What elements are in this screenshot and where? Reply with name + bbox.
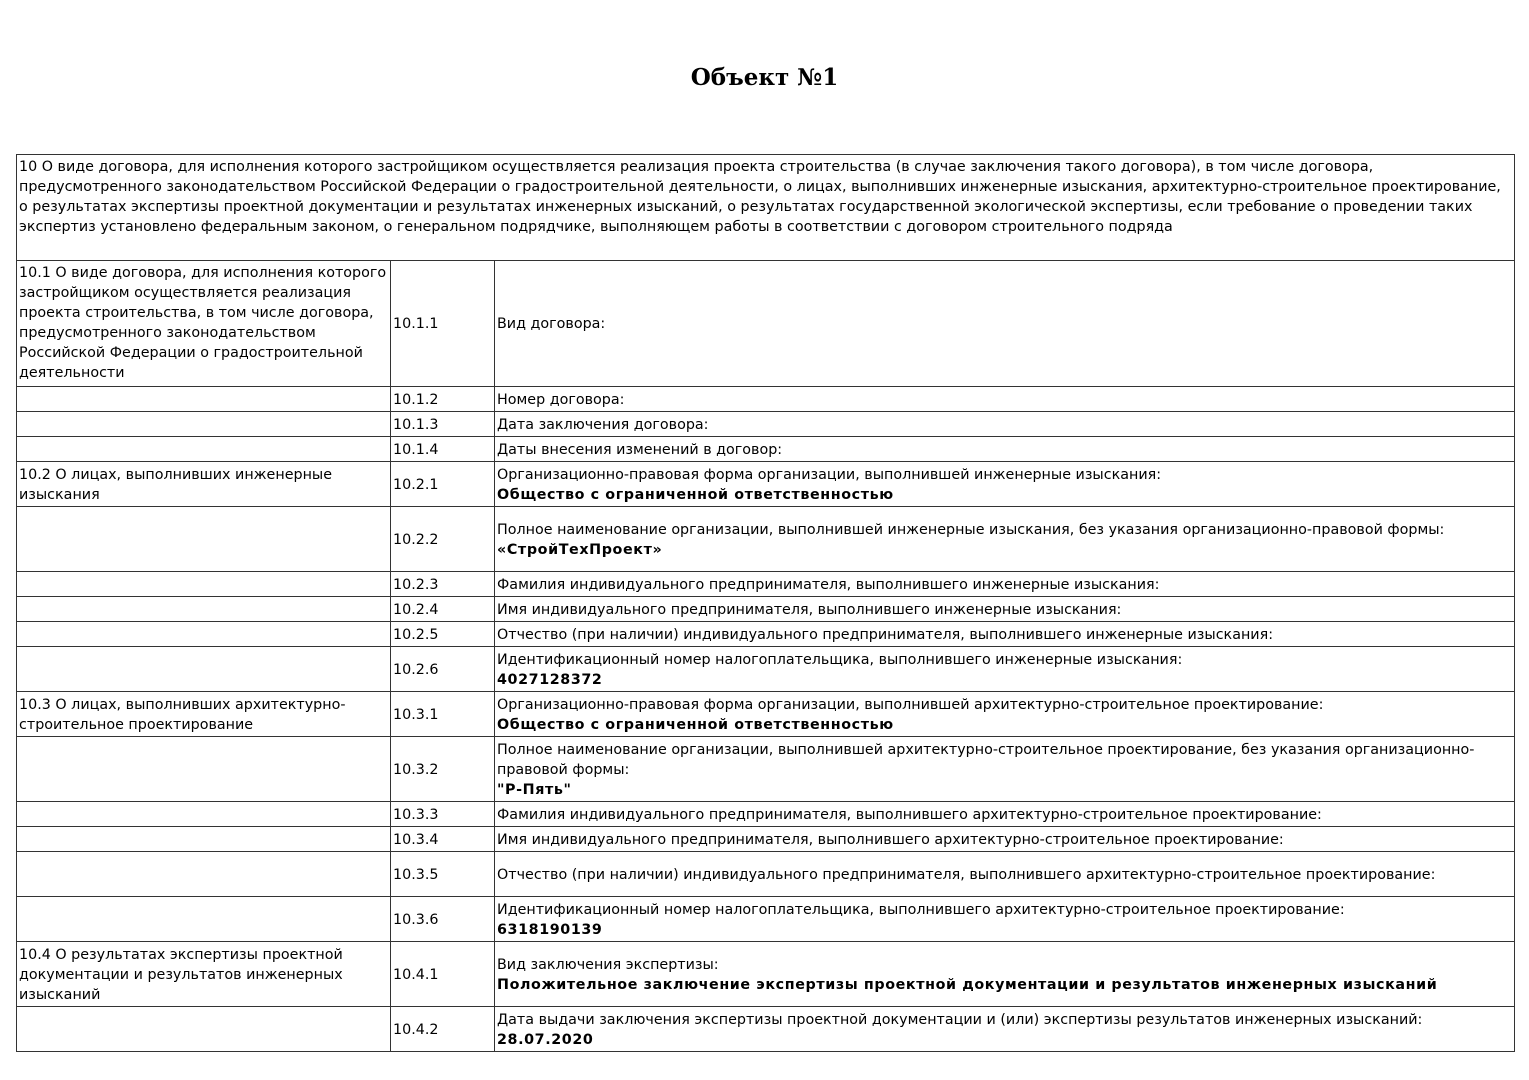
table-row xyxy=(17,827,1515,852)
table-row xyxy=(17,597,1515,622)
field-label: Организационно-правовая форма организации, выполнившей архитектурно-строительное проектирование: xyxy=(497,696,1324,713)
field-cell xyxy=(495,261,1515,387)
section-header-row xyxy=(17,155,1515,261)
field-cell xyxy=(495,437,1515,462)
table-row xyxy=(17,942,1515,1007)
group-cell xyxy=(17,852,391,897)
field-cell xyxy=(495,387,1515,412)
field-label: Вид договора: xyxy=(497,316,606,332)
field-cell xyxy=(495,462,1515,507)
field-cell xyxy=(495,852,1515,897)
group-cell xyxy=(17,572,391,597)
page-title: Объект №1 xyxy=(690,64,839,91)
group-cell xyxy=(17,897,391,942)
group-cell: 10.3 О лицах, выполнивших архитектурно-строительное проектирование xyxy=(17,692,391,737)
group-cell xyxy=(17,827,391,852)
field-cell xyxy=(495,622,1515,647)
table-row xyxy=(17,412,1515,437)
group-cell xyxy=(17,1007,391,1052)
group-cell: 10.2 О лицах, выполнивших инженерные изыскания xyxy=(17,462,391,507)
field-cell xyxy=(495,507,1515,572)
field-label: Фамилия индивидуального предпринимателя, выполнившего архитектурно-строительное проектирование: xyxy=(497,806,1322,823)
code-cell: 10.1.1 xyxy=(391,261,495,387)
code-cell: 10.4.1 xyxy=(391,942,495,1007)
disclosure-table xyxy=(16,154,1515,1052)
field-value: «СтройТехПроект» xyxy=(497,541,663,558)
code-cell: 10.3.5 xyxy=(391,852,495,897)
field-cell xyxy=(495,692,1515,737)
group-cell: 10.1 О виде договора, для исполнения которого застройщиком осуществляется реализация проекта строительства, в том числе договора, предусмотренного законодательством Российской Федерации о градостроительной деятельности xyxy=(17,261,391,387)
code-cell: 10.3.3 xyxy=(391,802,495,827)
field-cell xyxy=(495,737,1515,802)
table-row xyxy=(17,507,1515,572)
field-label: Номер договора: xyxy=(497,391,625,408)
group-cell xyxy=(17,647,391,692)
field-label: Имя индивидуального предпринимателя, выполнившего архитектурно-строительное проектирование: xyxy=(497,831,1284,848)
code-cell: 10.3.1 xyxy=(391,692,495,737)
table-row xyxy=(17,437,1515,462)
field-label: Дата выдачи заключения экспертизы проектной документации и (или) экспертизы результатов инженерных изысканий: xyxy=(497,1011,1423,1028)
field-cell xyxy=(495,412,1515,437)
field-value: 28.07.2020 xyxy=(497,1031,594,1048)
field-label: Отчество (при наличии) индивидуального предпринимателя, выполнившего инженерные изыскания: xyxy=(497,626,1274,643)
field-label: Идентификационный номер налогоплательщика, выполнившего архитектурно-строительное проектирование: xyxy=(497,901,1345,918)
field-label: Вид заключения экспертизы: xyxy=(497,956,719,973)
field-value: Общество с ограниченной ответственностью xyxy=(497,486,894,503)
code-cell: 10.2.3 xyxy=(391,572,495,597)
group-cell xyxy=(17,412,391,437)
field-cell xyxy=(495,1007,1515,1052)
field-value: Общество с ограниченной ответственностью xyxy=(497,716,894,733)
field-value: Положительное заключение экспертизы проектной документации и результатов инженерных изысканий xyxy=(497,976,1438,993)
table-row xyxy=(17,1007,1515,1052)
code-cell: 10.2.5 xyxy=(391,622,495,647)
field-cell xyxy=(495,647,1515,692)
table-row xyxy=(17,462,1515,507)
group-cell xyxy=(17,622,391,647)
field-value: 6318190139 xyxy=(497,921,603,938)
table-row xyxy=(17,852,1515,897)
field-value: "Р-Пять" xyxy=(497,781,572,798)
table-row xyxy=(17,622,1515,647)
group-cell xyxy=(17,597,391,622)
group-cell xyxy=(17,802,391,827)
field-label: Полное наименование организации, выполнившей инженерные изыскания, без указания организационно-правовой формы: xyxy=(497,521,1445,538)
code-cell: 10.1.3 xyxy=(391,412,495,437)
table-row xyxy=(17,261,1515,387)
code-cell: 10.2.1 xyxy=(391,462,495,507)
table-row xyxy=(17,692,1515,737)
table-row xyxy=(17,897,1515,942)
field-label: Дата заключения договора: xyxy=(497,416,709,433)
field-cell xyxy=(495,942,1515,1007)
group-cell xyxy=(17,437,391,462)
field-cell xyxy=(495,572,1515,597)
code-cell: 10.1.2 xyxy=(391,387,495,412)
field-cell xyxy=(495,802,1515,827)
field-cell xyxy=(495,897,1515,942)
code-cell: 10.3.2 xyxy=(391,737,495,802)
group-cell xyxy=(17,387,391,412)
code-cell: 10.4.2 xyxy=(391,1007,495,1052)
code-cell: 10.3.6 xyxy=(391,897,495,942)
field-cell xyxy=(495,827,1515,852)
code-cell: 10.2.2 xyxy=(391,507,495,572)
field-value: 4027128372 xyxy=(497,671,603,688)
field-label: Даты внесения изменений в договор: xyxy=(497,441,783,458)
table-row xyxy=(17,802,1515,827)
section-title: 10 О виде договора, для исполнения которого застройщиком осуществляется реализация проекта строительства (в случае заключения такого договора), в том числе договора, предусмотренного законодательством Российской Федерации о градостроительной деятельности, о лицах, выполнивших инженерные изыскания, архитектурно-строительное проектирование, о результатах экспертизы проектной документации и результатах инженерных изысканий, о результатах государственной экологической экспертизы, если требование о проведении таких экспертиз установлено федеральным законом, о генеральном подрядчике, выполняющем работы в соответствии с договором строительного подряда xyxy=(17,155,1515,261)
group-cell xyxy=(17,507,391,572)
group-cell: 10.4 О результатах экспертизы проектной документации и результатов инженерных изысканий xyxy=(17,942,391,1007)
field-label: Полное наименование организации, выполнившей архитектурно-строительное проектирование, без указания организационно-правовой формы: xyxy=(497,741,1475,778)
code-cell: 10.2.6 xyxy=(391,647,495,692)
table-row xyxy=(17,387,1515,412)
field-label: Отчество (при наличии) индивидуального предпринимателя, выполнившего архитектурно-строительное проектирование: xyxy=(497,866,1436,883)
table-row xyxy=(17,572,1515,597)
field-label: Организационно-правовая форма организации, выполнившей инженерные изыскания: xyxy=(497,466,1162,483)
field-label: Фамилия индивидуального предпринимателя, выполнившего инженерные изыскания: xyxy=(497,576,1160,593)
field-cell xyxy=(495,597,1515,622)
field-label: Идентификационный номер налогоплательщика, выполнившего инженерные изыскания: xyxy=(497,651,1183,668)
field-label: Имя индивидуального предпринимателя, выполнившего инженерные изыскания: xyxy=(497,601,1122,618)
table-row xyxy=(17,647,1515,692)
table-row xyxy=(17,737,1515,802)
code-cell: 10.3.4 xyxy=(391,827,495,852)
code-cell: 10.2.4 xyxy=(391,597,495,622)
code-cell: 10.1.4 xyxy=(391,437,495,462)
group-cell xyxy=(17,737,391,802)
